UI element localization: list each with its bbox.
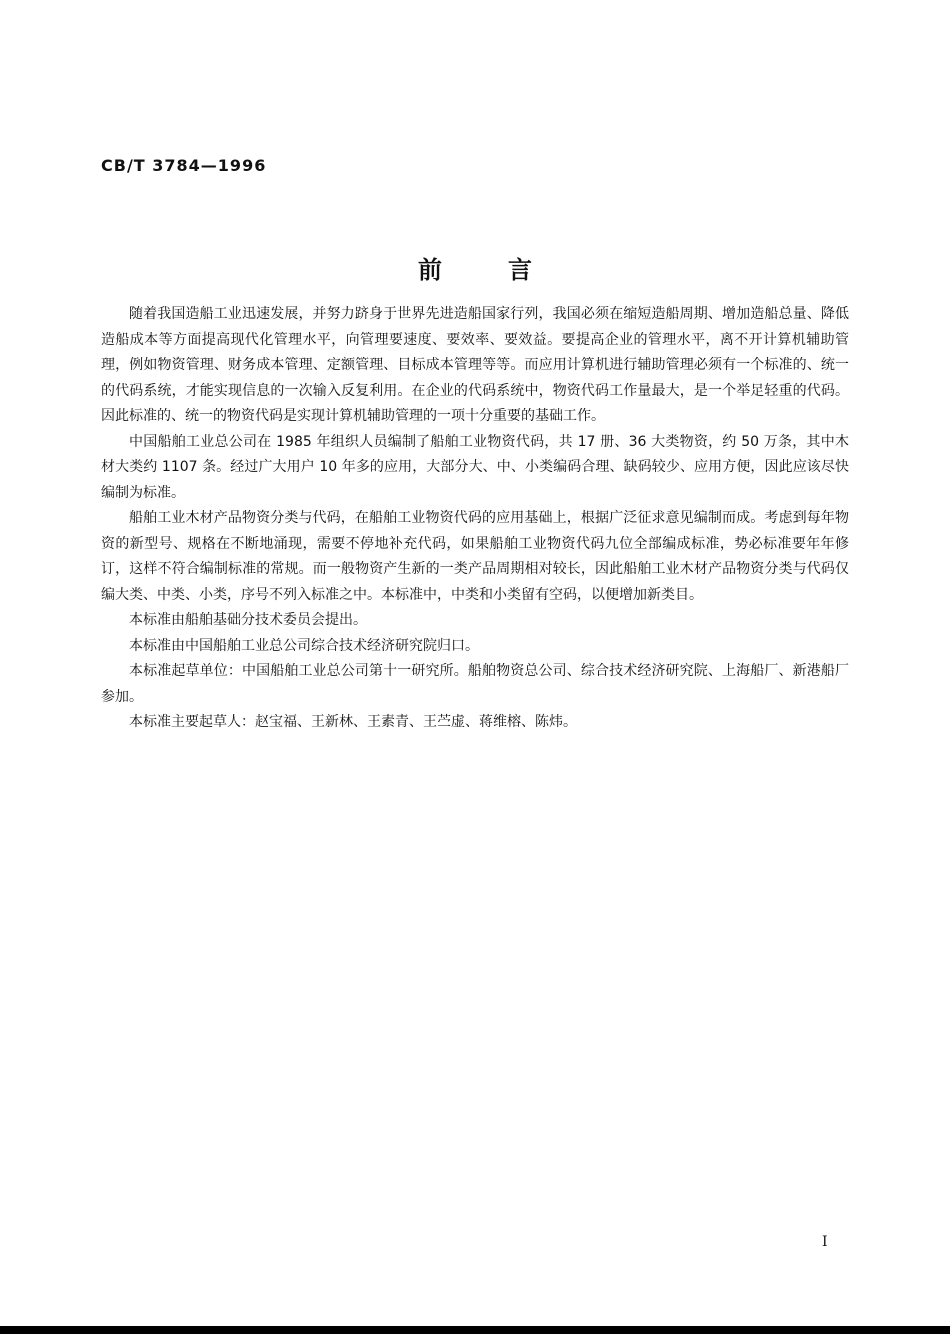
- paragraph-history: 中国船舶工业总公司在 1985 年组织人员编制了船舶工业物资代码，共 17 册、36 大类物资，约 50 万条，其中木材大类约 1107 条。经过广大用户 10 年多的应用，大部分大、中、小类编码合理、缺码较少、应用方便，因此应该尽快编制为标准。: [101, 433, 849, 501]
- bottom-rule: [0, 1326, 950, 1334]
- paragraph-administrator: 本标准由中国船舶工业总公司综合技术经济研究院归口。: [129, 637, 479, 654]
- paragraph-drafters: 本标准主要起草人：赵宝福、王新林、王素青、王苎虚、蒋维榕、陈炜。: [129, 714, 577, 730]
- foreword-body: [101, 302, 849, 736]
- paragraph-scope: 船舶工业木材产品物资分类与代码，在船舶工业物资代码的应用基础上，根据广泛征求意见编制而成。考虑到每年物资的新型号、规格在不断地涌现，需要不停地补充代码，如果船舶工业物资代码九位全部编成标准，势必标准要年年修订，这样不符合编制标准的常规。而一般物资产生新的一类产品周期相对较长，因此船舶工业木材产品物资分类与代码仅编大类、中类、小类，序号不列入标准之中。本标准中，中类和小类留有空码，以便增加新类目。: [101, 510, 849, 603]
- paragraph-proposer: 本标准由船舶基础分技术委员会提出。: [129, 612, 367, 628]
- standard-code: CB/T 3784—1996: [101, 156, 267, 175]
- page-title: 前言: [418, 256, 598, 284]
- paragraph-background: 随着我国造船工业迅速发展，并努力跻身于世界先进造船国家行列，我国必须在缩短造船周期、增加造船总量、降低造船成本等方面提高现代化管理水平，向管理要速度、要效率、要效益。要提高企业的管理水平，离不开计算机辅助管理，例如物资管理、财务成本管理、定额管理、目标成本管理等等。而应用计算机进行辅助管理必须有一个标准的、统一的代码系统，才能实现信息的一次输入反复利用。在企业的代码系统中，物资代码工作量最大，是一个举足轻重的代码。因此标准的、统一的物资代码是实现计算机辅助管理的一项十分重要的基础工作。: [101, 306, 849, 424]
- paragraph-drafting-units: 本标准起草单位：中国船舶工业总公司第十一研究所。船舶物资总公司、综合技术经济研究院、上海船厂、新港船厂参加。: [101, 663, 849, 705]
- page-number: I: [822, 1234, 828, 1250]
